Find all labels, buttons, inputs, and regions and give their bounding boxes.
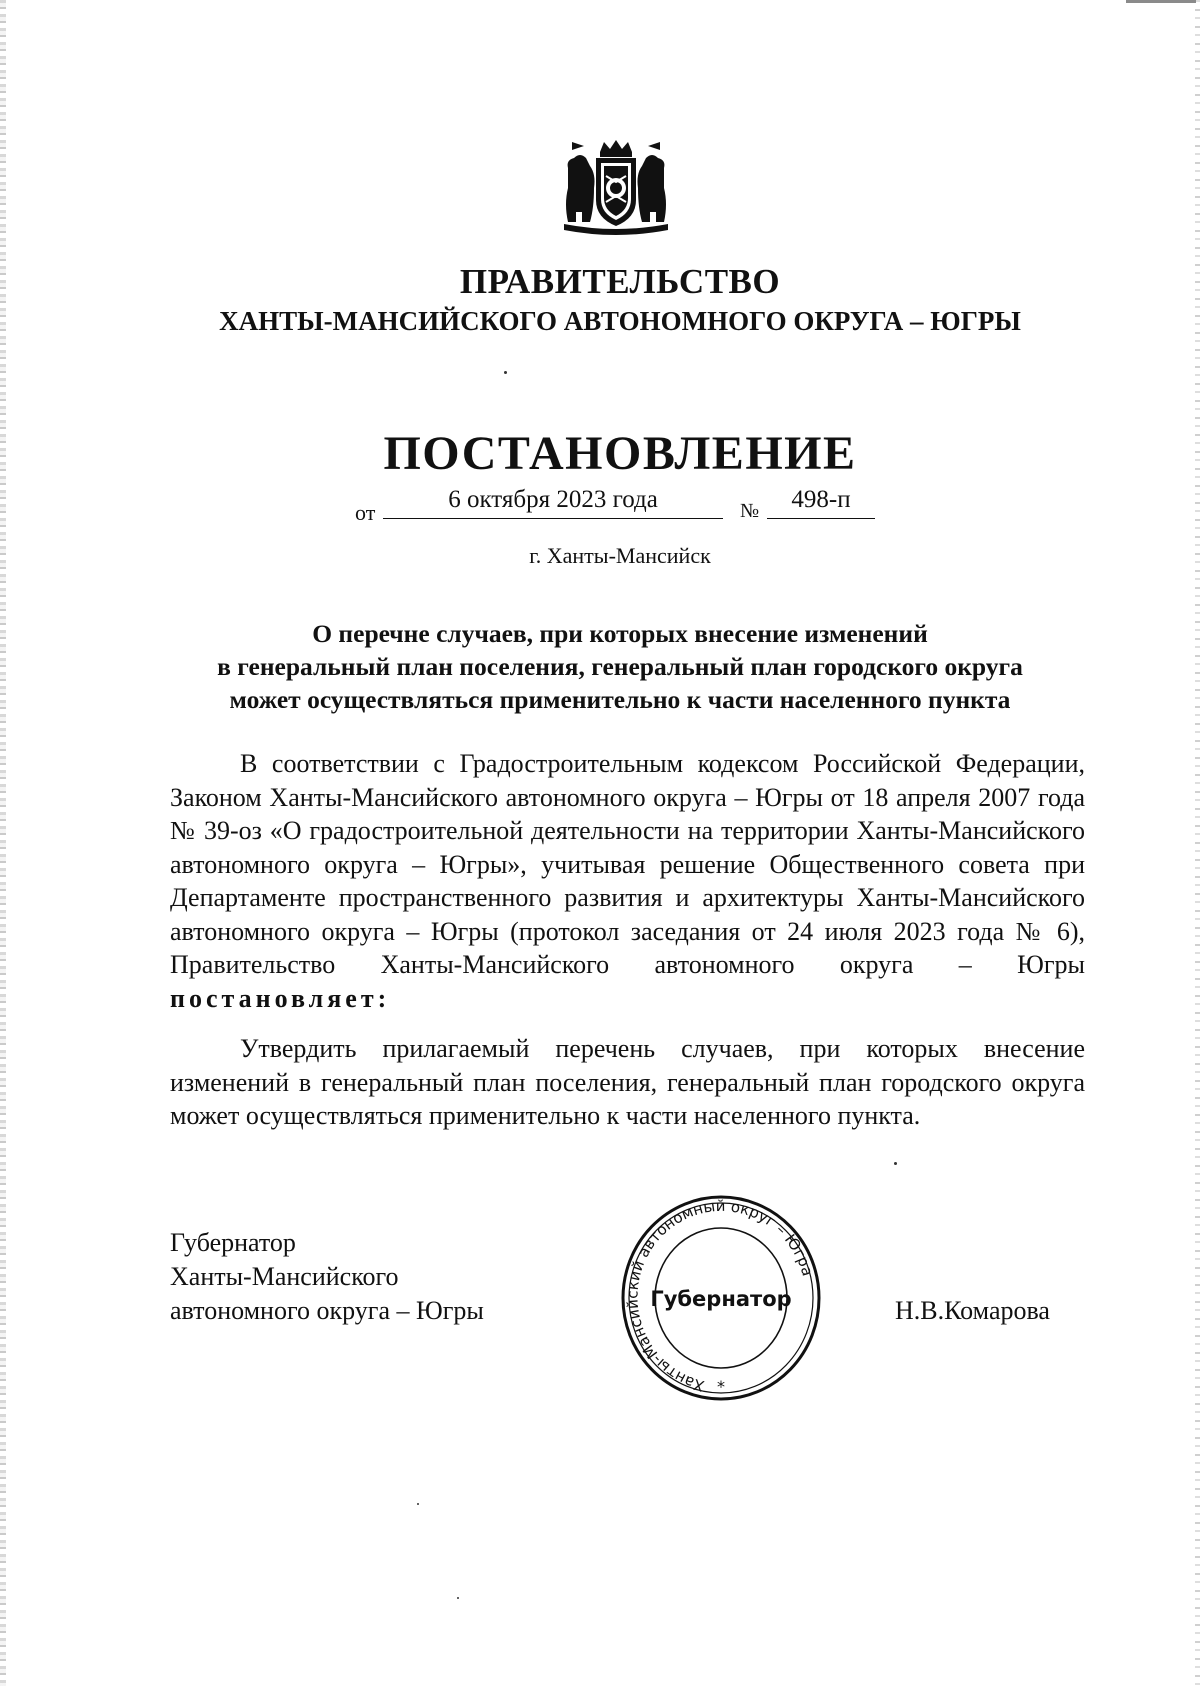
stamp-star-icon: *	[717, 1377, 725, 1396]
stamp-ring-text: Ханты-Мансийский автономный округ – Югра	[623, 1196, 817, 1396]
coat-of-arms-icon	[560, 138, 672, 238]
number-prefix: №	[740, 500, 760, 522]
document-heading	[170, 617, 1070, 716]
signer-name: Н.В.Комарова	[895, 1296, 1050, 1325]
body-paragraph-1	[170, 747, 1085, 1015]
org-subtitle: ХАНТЫ-МАНСИЙСКОГО АВТОНОМНОГО ОКРУГА – ЮГРЫ	[219, 306, 1021, 336]
official-stamp	[616, 1188, 826, 1408]
document-city: г. Ханты-Мансийск	[529, 543, 711, 568]
scan-speck	[417, 1503, 419, 1505]
scan-speck	[894, 1162, 897, 1165]
signer-title-line: Губернатор	[170, 1228, 296, 1257]
date-number-line	[355, 486, 875, 526]
signer-title-line: Ханты-Мансийского	[170, 1262, 399, 1291]
scan-speck	[457, 1597, 459, 1599]
signer-title	[170, 1226, 484, 1328]
org-title: ПРАВИТЕЛЬСТВО	[459, 262, 781, 301]
paragraph-text: В соответствии с Градостроительным кодексом Российской Федерации, Законом Ханты-Мансийского автономного округа – Югры от 18 апреля 2007 года № 39-оз «О градостроительной деятельности на территории Ханты-Мансийского автономного округа – Югры», учитывая решение Общественного совета при Департаменте пространственного развития и архитектуры Ханты-Мансийского автономного округа – Югры (протокол заседания от 24 июля 2023 года № 6), Правительство Ханты-Мансийского автономного округа – Югры	[170, 749, 1085, 979]
signer-title-line: автономного округа – Югры	[170, 1296, 484, 1325]
resolution-verb: постановляет:	[170, 983, 391, 1013]
scan-speck	[504, 371, 507, 374]
document-type: ПОСТАНОВЛЕНИЕ	[383, 427, 857, 480]
document-number: 498-п	[767, 486, 875, 519]
heading-line: в генеральный план поселения, генеральный план городского округа	[217, 652, 1023, 681]
document-date: 6 октября 2023 года	[383, 486, 723, 519]
scan-edge-left	[0, 0, 6, 1686]
scan-edge-top	[1126, 0, 1196, 3]
scan-edge-right	[1195, 0, 1200, 1686]
heading-line: О перечне случаев, при которых внесение изменений	[312, 619, 928, 648]
date-prefix: от	[355, 500, 376, 525]
heading-line: может осуществляться применительно к части населенного пункта	[229, 685, 1011, 714]
body-paragraph-2: Утвердить прилагаемый перечень случаев, при которых внесение изменений в генеральный план поселения, генеральный план городского округа может осуществляться применительно к части населенного пункта.	[170, 1034, 1085, 1130]
stamp-center-label: Губернатор	[650, 1287, 792, 1311]
